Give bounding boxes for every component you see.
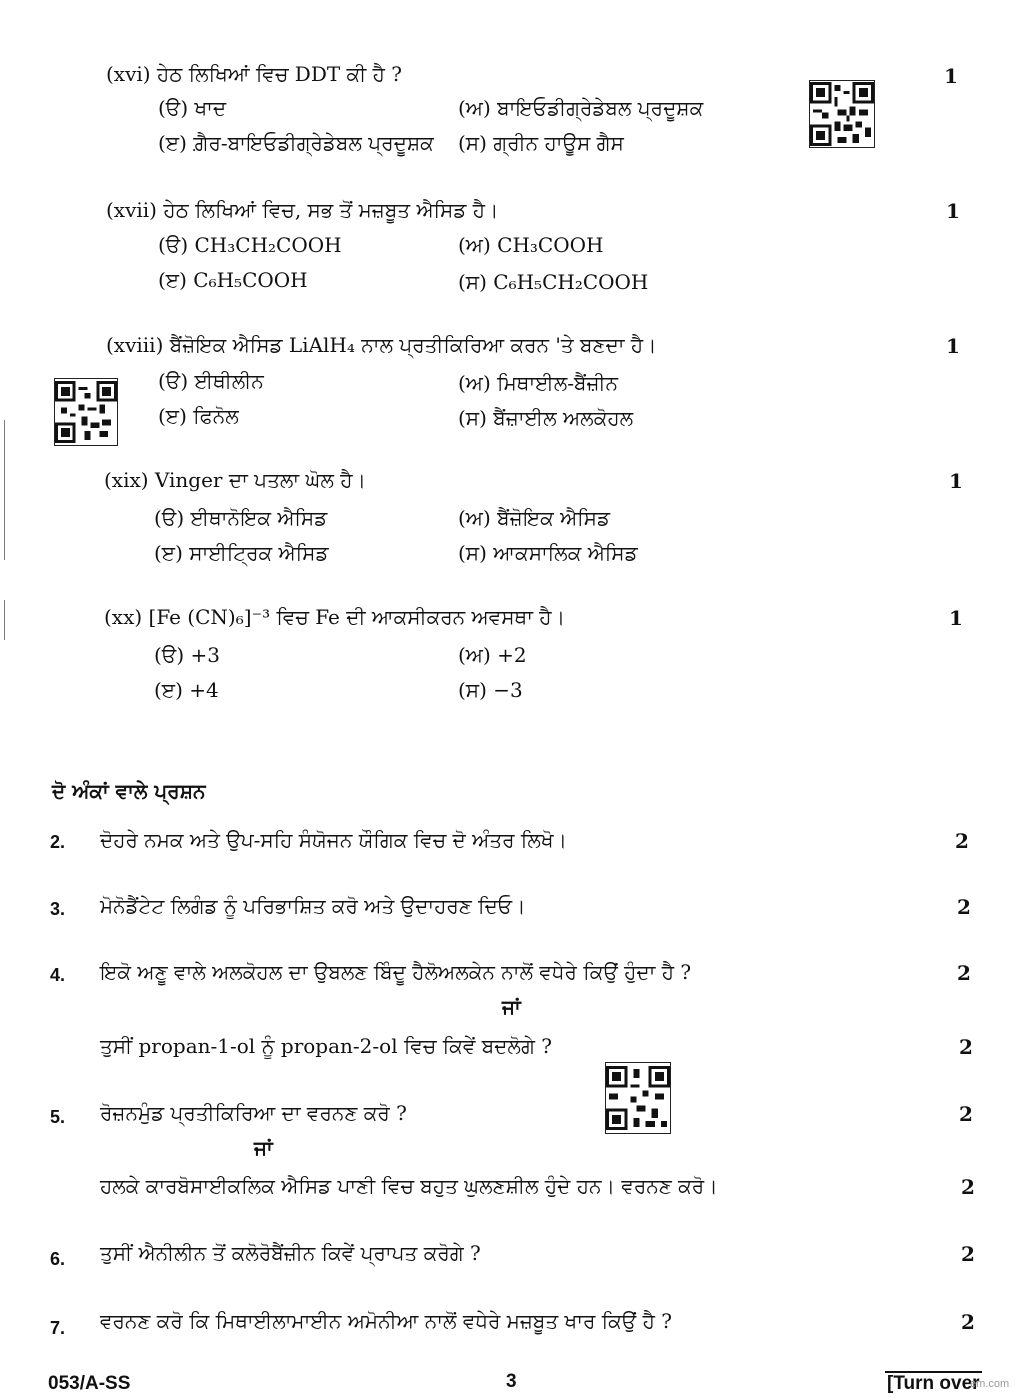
option-c: (ੲ) ਫਿਨੋਲ xyxy=(158,404,239,428)
mcq-xvi xyxy=(106,62,402,86)
option-d: (ਸ) ਬੈਂਜ਼ਾਈਲ ਅਲਕੋਹਲ xyxy=(458,406,634,430)
question-number: 2. xyxy=(50,832,66,852)
question-text: ਵਰਨਣ ਕਰੋ ਕਿ ਮਿਥਾਈਲਾਮਾਈਨ ਅਮੋਨੀਆ ਨਾਲੋਂ ਵਧੇਰੇ ਮਜ਼ਬੂਤ ਖਾਰ ਕਿਉਂ ਹੈ ? xyxy=(100,1309,672,1333)
option-b: (ਅ) ਬਾਇਓਡੀਗ੍ਰੇਡੇਬਲ ਪ੍ਰਦੂਸ਼ਕ xyxy=(458,96,704,120)
option-c: (ੲ) C₆H₅COOH xyxy=(158,268,308,292)
scan-edge-line xyxy=(4,600,5,640)
mcq-xviii xyxy=(106,333,657,357)
question-text: ਤੁਸੀਂ ਐਨੀਲੀਨ ਤੋਂ ਕਲੋਰੋਬੈਂਜ਼ੀਨ ਕਿਵੇਂ ਪ੍ਰਾਪਤ ਕਰੋਗੇ ? xyxy=(100,1241,481,1265)
question-mark: 2 xyxy=(957,961,971,985)
question-mark: 2 xyxy=(959,1035,973,1059)
or-label: ਜਾਂ xyxy=(502,995,521,1019)
scan-edge-line xyxy=(4,420,5,560)
question-mark: 1 xyxy=(949,469,963,493)
option-a: (ੳ) +3 xyxy=(154,643,220,667)
alternate-question-text: ਹਲਕੇ ਕਾਰਬੋਸਾਈਕਲਿਕ ਐਸਿਡ ਪਾਣੀ ਵਿਚ ਬਹੁਤ ਘੁਲਣਸ਼ੀਲ ਹੁੰਦੇ ਹਨ। ਵਰਨਣ ਕਰੋ। xyxy=(100,1174,718,1198)
question-number: (xvii) xyxy=(106,198,157,222)
question-number: 3. xyxy=(50,899,66,919)
question-number: 7. xyxy=(50,1318,66,1338)
question-text: ਮੋਨੋਡੈਂਟੇਟ ਲਿਗੰਡ ਨੂੰ ਪਰਿਭਾਸ਼ਿਤ ਕਰੋ ਅਤੇ ਉਦਾਹਰਣ ਦਿਓ। xyxy=(100,894,526,918)
option-d: (ਸ) −3 xyxy=(458,678,523,702)
question-text: Vinger ਦਾ ਪਤਲਾ ਘੋਲ ਹੈ। xyxy=(154,468,366,492)
qr-code-icon xyxy=(605,1062,671,1134)
qr-code-icon xyxy=(54,378,118,446)
or-label: ਜਾਂ xyxy=(254,1136,273,1160)
question-number: (xix) xyxy=(104,468,149,492)
turn-over-label: [Turn over xyxy=(887,1373,980,1394)
question-number: (xviii) xyxy=(106,333,164,357)
option-c: (ੲ) +4 xyxy=(154,678,219,702)
question-number: 4. xyxy=(50,965,66,985)
question-number: 5. xyxy=(50,1107,66,1127)
question-text: ਦੋਹਰੇ ਨਮਕ ਅਤੇ ਉਪ-ਸਹਿ ਸੰਯੋਜਨ ਯੌਗਿਕ ਵਿਚ ਦੋ ਅੰਤਰ ਲਿਖੋ। xyxy=(100,828,568,852)
option-b: (ਅ) +2 xyxy=(458,643,527,667)
question-mark: 1 xyxy=(949,606,963,630)
option-a: (ੳ) ਈਥਾਨੋਇਕ ਐਸਿਡ xyxy=(154,506,328,530)
mcq-xix xyxy=(104,468,366,492)
question-mark: 2 xyxy=(961,1242,975,1266)
mcq-xx xyxy=(104,605,565,629)
question-mark: 2 xyxy=(961,1175,975,1199)
question-text: ਇਕੋ ਅਣੂ ਵਾਲੇ ਅਲਕੋਹਲ ਦਾ ਉਬਲਣ ਬਿੰਦੂ ਹੈਲੋਅਲਕੇਨ ਨਾਲੋਂ ਵਧੇਰੇ ਕਿਉਂ ਹੁੰਦਾ ਹੈ ? xyxy=(100,960,692,984)
section-heading: ਦੋ ਅੰਕਾਂ ਵਾਲੇ ਪ੍ਰਸ਼ਨ xyxy=(52,779,206,803)
question-number: (xx) xyxy=(104,605,143,629)
question-mark: 1 xyxy=(944,64,958,88)
question-mark: 2 xyxy=(961,1310,975,1334)
question-mark: 1 xyxy=(946,334,960,358)
question-mark: 2 xyxy=(957,895,971,919)
option-c: (ੲ) ਸਾਈਟ੍ਰਿਕ ਐਸਿਡ xyxy=(154,541,329,565)
question-mark: 2 xyxy=(955,829,969,853)
option-a: (ੳ) ਈਥੀਲੀਨ xyxy=(158,369,264,393)
question-text: ਰੋਜ਼ਨਮੁੰਡ ਪ੍ਰਤੀਕਿਰਿਆ ਦਾ ਵਰਨਣ ਕਰੋ ? xyxy=(100,1101,407,1125)
question-text: ਬੈਂਜ਼ੋਇਕ ਐਸਿਡ LiAlH₄ ਨਾਲ ਪ੍ਰਤੀਕਿਰਿਆ ਕਰਨ 'ਤੇ ਬਣਦਾ ਹੈ। xyxy=(169,333,657,357)
option-d: (ਸ) ਗ੍ਰੀਨ ਹਾਊਸ ਗੈਸ xyxy=(458,131,624,155)
question-text: ਹੇਠ ਲਿਖਿਆਂ ਵਿਚ DDT ਕੀ ਹੈ ? xyxy=(156,62,402,86)
option-b: (ਅ) ਬੈਂਜ਼ੋਇਕ ਐਸਿਡ xyxy=(458,506,610,530)
question-number: (xvi) xyxy=(106,62,151,86)
question-number: 6. xyxy=(50,1249,66,1269)
option-d: (ਸ) C₆H₅CH₂COOH xyxy=(458,270,649,294)
watermark: em.com xyxy=(970,1378,1010,1390)
qr-code-icon xyxy=(809,80,875,148)
option-a: (ੳ) ਖਾਦ xyxy=(158,96,227,120)
option-c: (ੲ) ਗ਼ੈਰ-ਬਾਇਓਡੀਗ੍ਰੇਡੇਬਲ ਪ੍ਰਦੂਸ਼ਕ xyxy=(158,131,434,155)
mcq-xvii xyxy=(106,198,498,222)
question-mark: 2 xyxy=(959,1102,973,1126)
question-text: ਹੇਠ ਲਿਖਿਆਂ ਵਿਚ, ਸਭ ਤੋਂ ਮਜ਼ਬੂਤ ਐਸਿਡ ਹੈ। xyxy=(163,198,499,222)
page-number: 3 xyxy=(506,1371,517,1392)
option-d: (ਸ) ਆਕਸਾਲਿਕ ਐਸਿਡ xyxy=(458,541,638,565)
question-text: [Fe (CN)₆]⁻³ ਵਿਚ Fe ਦੀ ਆਕਸੀਕਰਨ ਅਵਸਥਾ ਹੈ। xyxy=(148,605,566,629)
paper-code: 053/A-SS xyxy=(48,1373,131,1394)
question-mark: 1 xyxy=(946,199,960,223)
option-b: (ਅ) CH₃COOH xyxy=(458,233,604,257)
alternate-question-text: ਤੁਸੀਂ propan-1-ol ਨੂੰ propan-2-ol ਵਿਚ ਕਿਵੇਂ ਬਦਲੋਗੇ ? xyxy=(100,1034,552,1058)
option-b: (ਅ) ਮਿਥਾਈਲ-ਬੈਂਜ਼ੀਨ xyxy=(458,371,619,395)
option-a: (ੳ) CH₃CH₂COOH xyxy=(158,233,342,257)
